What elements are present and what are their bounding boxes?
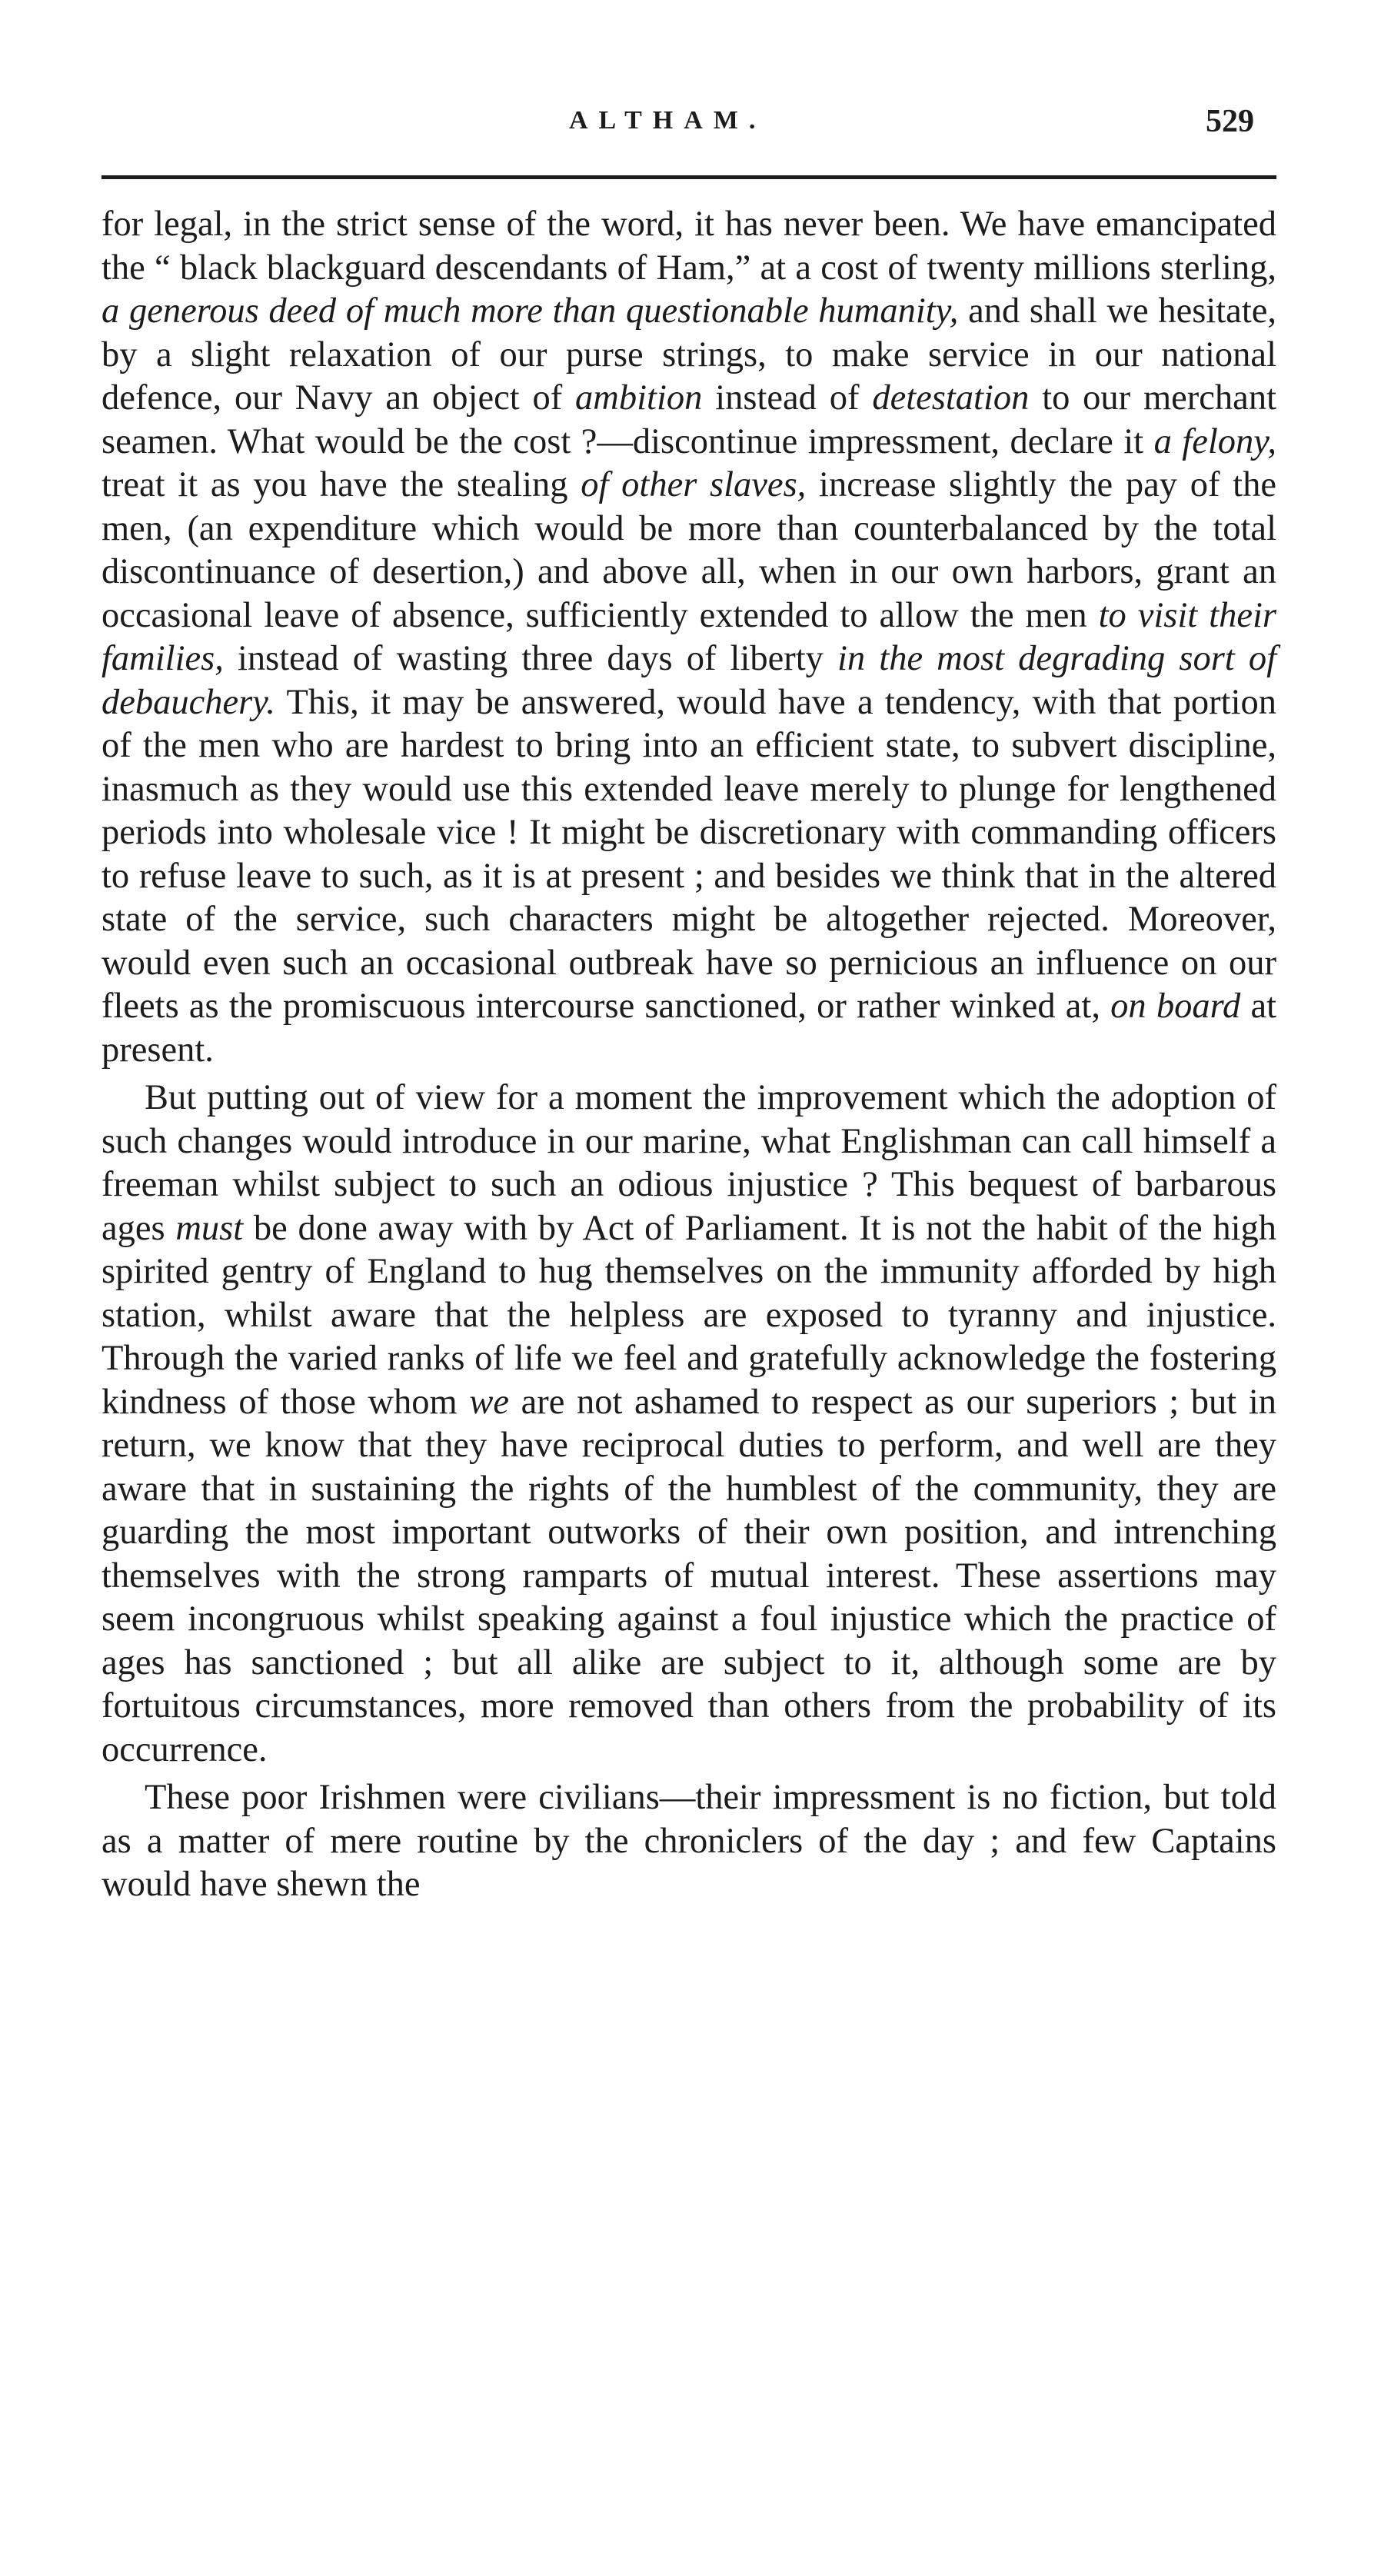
running-title: ALTHAM.	[569, 106, 767, 135]
italic-phrase: on board	[1110, 987, 1241, 1026]
header-rule	[101, 175, 1276, 179]
text-run: are not ashamed to respect as our superiors ; but in return, we know that they have reciprocal duties to perform, and well are they aware that in sustaining the rights of the humblest of the community, they are guarding the most important outworks of their own position, and intrenching themselves with the strong ramparts of mutual interest. These assertions may seem incongruous whilst speaking against a foul injustice which the practice of ages has sanctioned ; but all alike are subject to it, although some are by fortuitous circumstances, more removed than others from the probability of its occurrence.	[101, 1382, 1276, 1769]
text-run: for legal, in the strict sense of the word, it has never been. We have emancipated the “ black blackguard descendants of Ham,” at a cost of twenty millions sterling,	[101, 205, 1276, 288]
italic-phrase: must	[175, 1208, 244, 1248]
paragraph-p2	[101, 1077, 1276, 1772]
text-run: instead of wasting three days of liberty	[223, 639, 838, 678]
paragraph-p1	[101, 203, 1276, 1072]
italic-phrase: a felony,	[1153, 421, 1276, 461]
italic-phrase: detestation	[872, 378, 1030, 418]
text-run: This, it may be answered, would have a tendency, with that portion of the men who are hardest to bring into an efficient state, to subvert discipline, inasmuch as they would use this extended leave merely to plunge for lengthened periods into wholesale vice ! It might be discretionary with commanding officers to refuse leave to such, as it is at present ; and besides we think that in the altered state of the service, such characters might be altogether rejected. Moreover, would even such an occasional outbreak have so pernicious an influence on our fleets as the promiscuous intercourse sanctioned, or rather winked at,	[101, 682, 1276, 1026]
body-text	[101, 203, 1276, 1907]
italic-phrase: in the most degrading sort of debauchery.	[101, 639, 1276, 722]
paragraph-p3	[101, 1776, 1276, 1907]
running-head	[0, 106, 1381, 152]
italic-phrase: of other slaves,	[581, 465, 807, 504]
italic-phrase: ambition	[575, 378, 703, 418]
italic-phrase: to visit their families,	[101, 595, 1276, 678]
text-run: instead of	[702, 378, 873, 418]
text-run: increase slightly the pay of the men, (an expenditure which would be more than counterbalanced by the total discontinuance of desertion,) and above all, when in our own harbors, grant an occasional leave of absence, sufficiently extended to allow the men	[101, 465, 1276, 635]
text-run: treat it as you have the stealing	[101, 465, 581, 504]
text-run: and shall we hesitate, by a slight relaxation of our purse strings, to make service in our national defence, our Navy an object of	[101, 291, 1276, 418]
text-run: These poor Irishmen were civilians—their impressment is no fiction, but told as a matter of mere routine by the chroniclers of the day ; and few Captains would have shewn the	[101, 1778, 1276, 1904]
text-run: But putting out of view for a moment the improvement which the adoption of such changes would introduce in our marine, what Englishman can call himself a freeman whilst subject to such an odious injustice ? This bequest of barbarous ages	[101, 1078, 1276, 1248]
page-number: 529	[1206, 104, 1254, 139]
text-run: to our merchant seamen. What would be the cost ?—discontinue impressment, declare it	[101, 378, 1276, 461]
text-run: at present.	[101, 987, 1277, 1070]
text-run: be done away with by Act of Parliament. It is not the habit of the high spirited gentry of England to hug themselves on the immunity afforded by high station, whilst aware that the helpless are exposed to tyranny and injustice. Through the varied ranks of life we feel and gratefully acknowledge the fostering kindness of those whom	[101, 1208, 1277, 1422]
italic-phrase: we	[469, 1382, 509, 1422]
italic-phrase: a generous deed of much more than questionable humanity,	[101, 291, 959, 331]
